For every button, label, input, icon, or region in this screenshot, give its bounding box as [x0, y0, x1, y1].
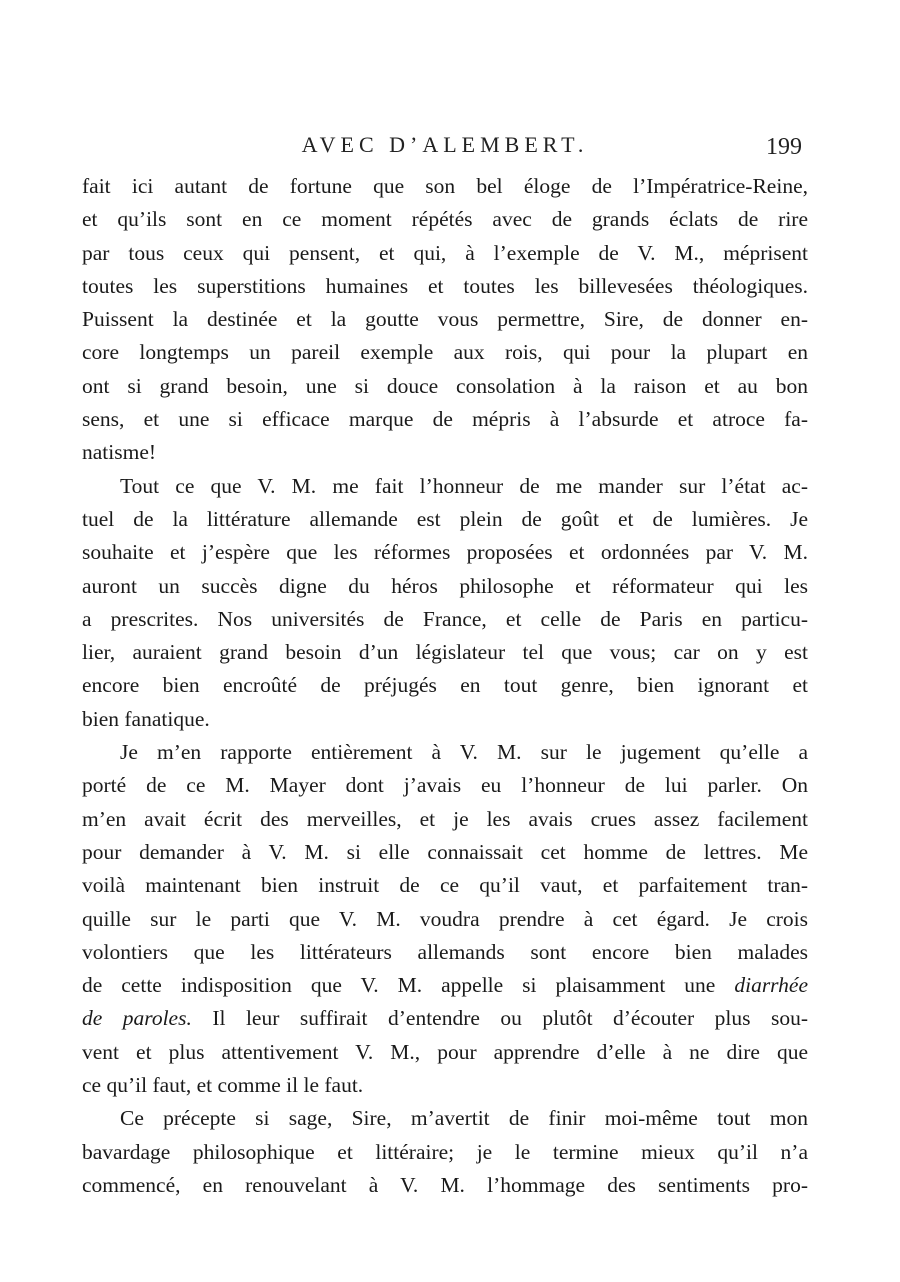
text-line: par tous ceux qui pensent, et qui, à l’exemple de V. M., méprisent — [82, 240, 808, 265]
text-line: quille sur le parti que V. M. voudra prendre à cet égard. Je crois — [82, 906, 808, 931]
text-line: auront un succès digne du héros philosophe et réformateur qui les — [82, 573, 808, 598]
text-line: bien fanatique. — [82, 706, 210, 731]
paragraph-1 — [82, 170, 808, 470]
text-segment: de cette indisposition que V. M. appelle si plaisamment une — [82, 973, 735, 998]
text-line: toutes les superstitions humaines et toutes les billevesées théologiques. — [82, 273, 808, 298]
text-line: vent et plus attentivement V. M., pour apprendre d’elle à ne dire que — [82, 1039, 808, 1064]
text-line: voilà maintenant bien instruit de ce qu’il vaut, et parfaitement tran- — [82, 873, 808, 898]
text-line: Tout ce que V. M. me fait l’honneur de me mander sur l’état ac- — [120, 473, 808, 498]
text-line: encore bien encroûté de préjugés en tout genre, bien ignorant et — [82, 673, 808, 698]
text-line: core longtemps un pareil exemple aux rois, qui pour la plupart en — [82, 340, 808, 365]
text-line: ont si grand besoin, une si douce consolation à la raison et au bon — [82, 373, 808, 398]
text-line: Ce précepte si sage, Sire, m’avertit de finir moi-même tout mon — [120, 1106, 808, 1131]
text-line: et qu’ils sont en ce moment répétés avec de grands éclats de rire — [82, 207, 808, 232]
italic-text: de paroles. — [82, 1006, 192, 1031]
text-line: Je m’en rapporte entièrement à V. M. sur le jugement qu’elle a — [120, 740, 808, 765]
italic-text: diarrhée — [734, 973, 808, 998]
text-line: bavardage philosophique et littéraire; je le termine mieux qu’il n’a — [82, 1139, 808, 1164]
text-line — [82, 1002, 808, 1035]
text-line: Puissent la destinée et la goutte vous permettre, Sire, de donner en- — [82, 307, 808, 332]
paragraph-4 — [82, 1102, 808, 1202]
text-line: fait ici autant de fortune que son bel éloge de l’Impératrice-Reine, — [82, 174, 808, 198]
page-number: 199 — [766, 134, 802, 160]
body-text — [82, 170, 808, 1202]
text-line: sens, et une si efficace marque de mépris à l’absurde et atroce fa- — [82, 407, 808, 432]
text-line: natisme! — [82, 440, 157, 465]
paragraph-3 — [82, 736, 808, 1102]
running-title: AVEC D’ALEMBERT. — [301, 132, 589, 157]
text-line: lier, auraient grand besoin d’un législateur tel que vous; car on y est — [82, 640, 808, 665]
text-line: commencé, en renouvelant à V. M. l’hommage des sentiments pro- — [82, 1172, 808, 1197]
text-line: souhaite et j’espère que les réformes proposées et ordonnées par V. M. — [82, 540, 808, 565]
text-line: ce qu’il faut, et comme il le faut. — [82, 1073, 364, 1098]
text-line: m’en avait écrit des merveilles, et je les avais crues assez facilement — [82, 806, 808, 831]
text-line: a prescrites. Nos universités de France, et celle de Paris en particu- — [82, 606, 808, 631]
text-line: porté de ce M. Mayer dont j’avais eu l’honneur de lui parler. On — [82, 773, 808, 798]
text-line — [82, 969, 808, 1002]
text-line: tuel de la littérature allemande est plein de goût et de lumières. Je — [82, 506, 808, 531]
text-line: volontiers que les littérateurs allemands sont encore bien malades — [82, 939, 808, 964]
running-header — [82, 128, 808, 168]
text-segment: Il leur suffirait d’entendre ou plutôt d’écouter plus sou- — [191, 1006, 808, 1031]
paragraph-2 — [82, 470, 808, 736]
text-line: pour demander à V. M. si elle connaissait cet homme de lettres. Me — [82, 839, 808, 864]
